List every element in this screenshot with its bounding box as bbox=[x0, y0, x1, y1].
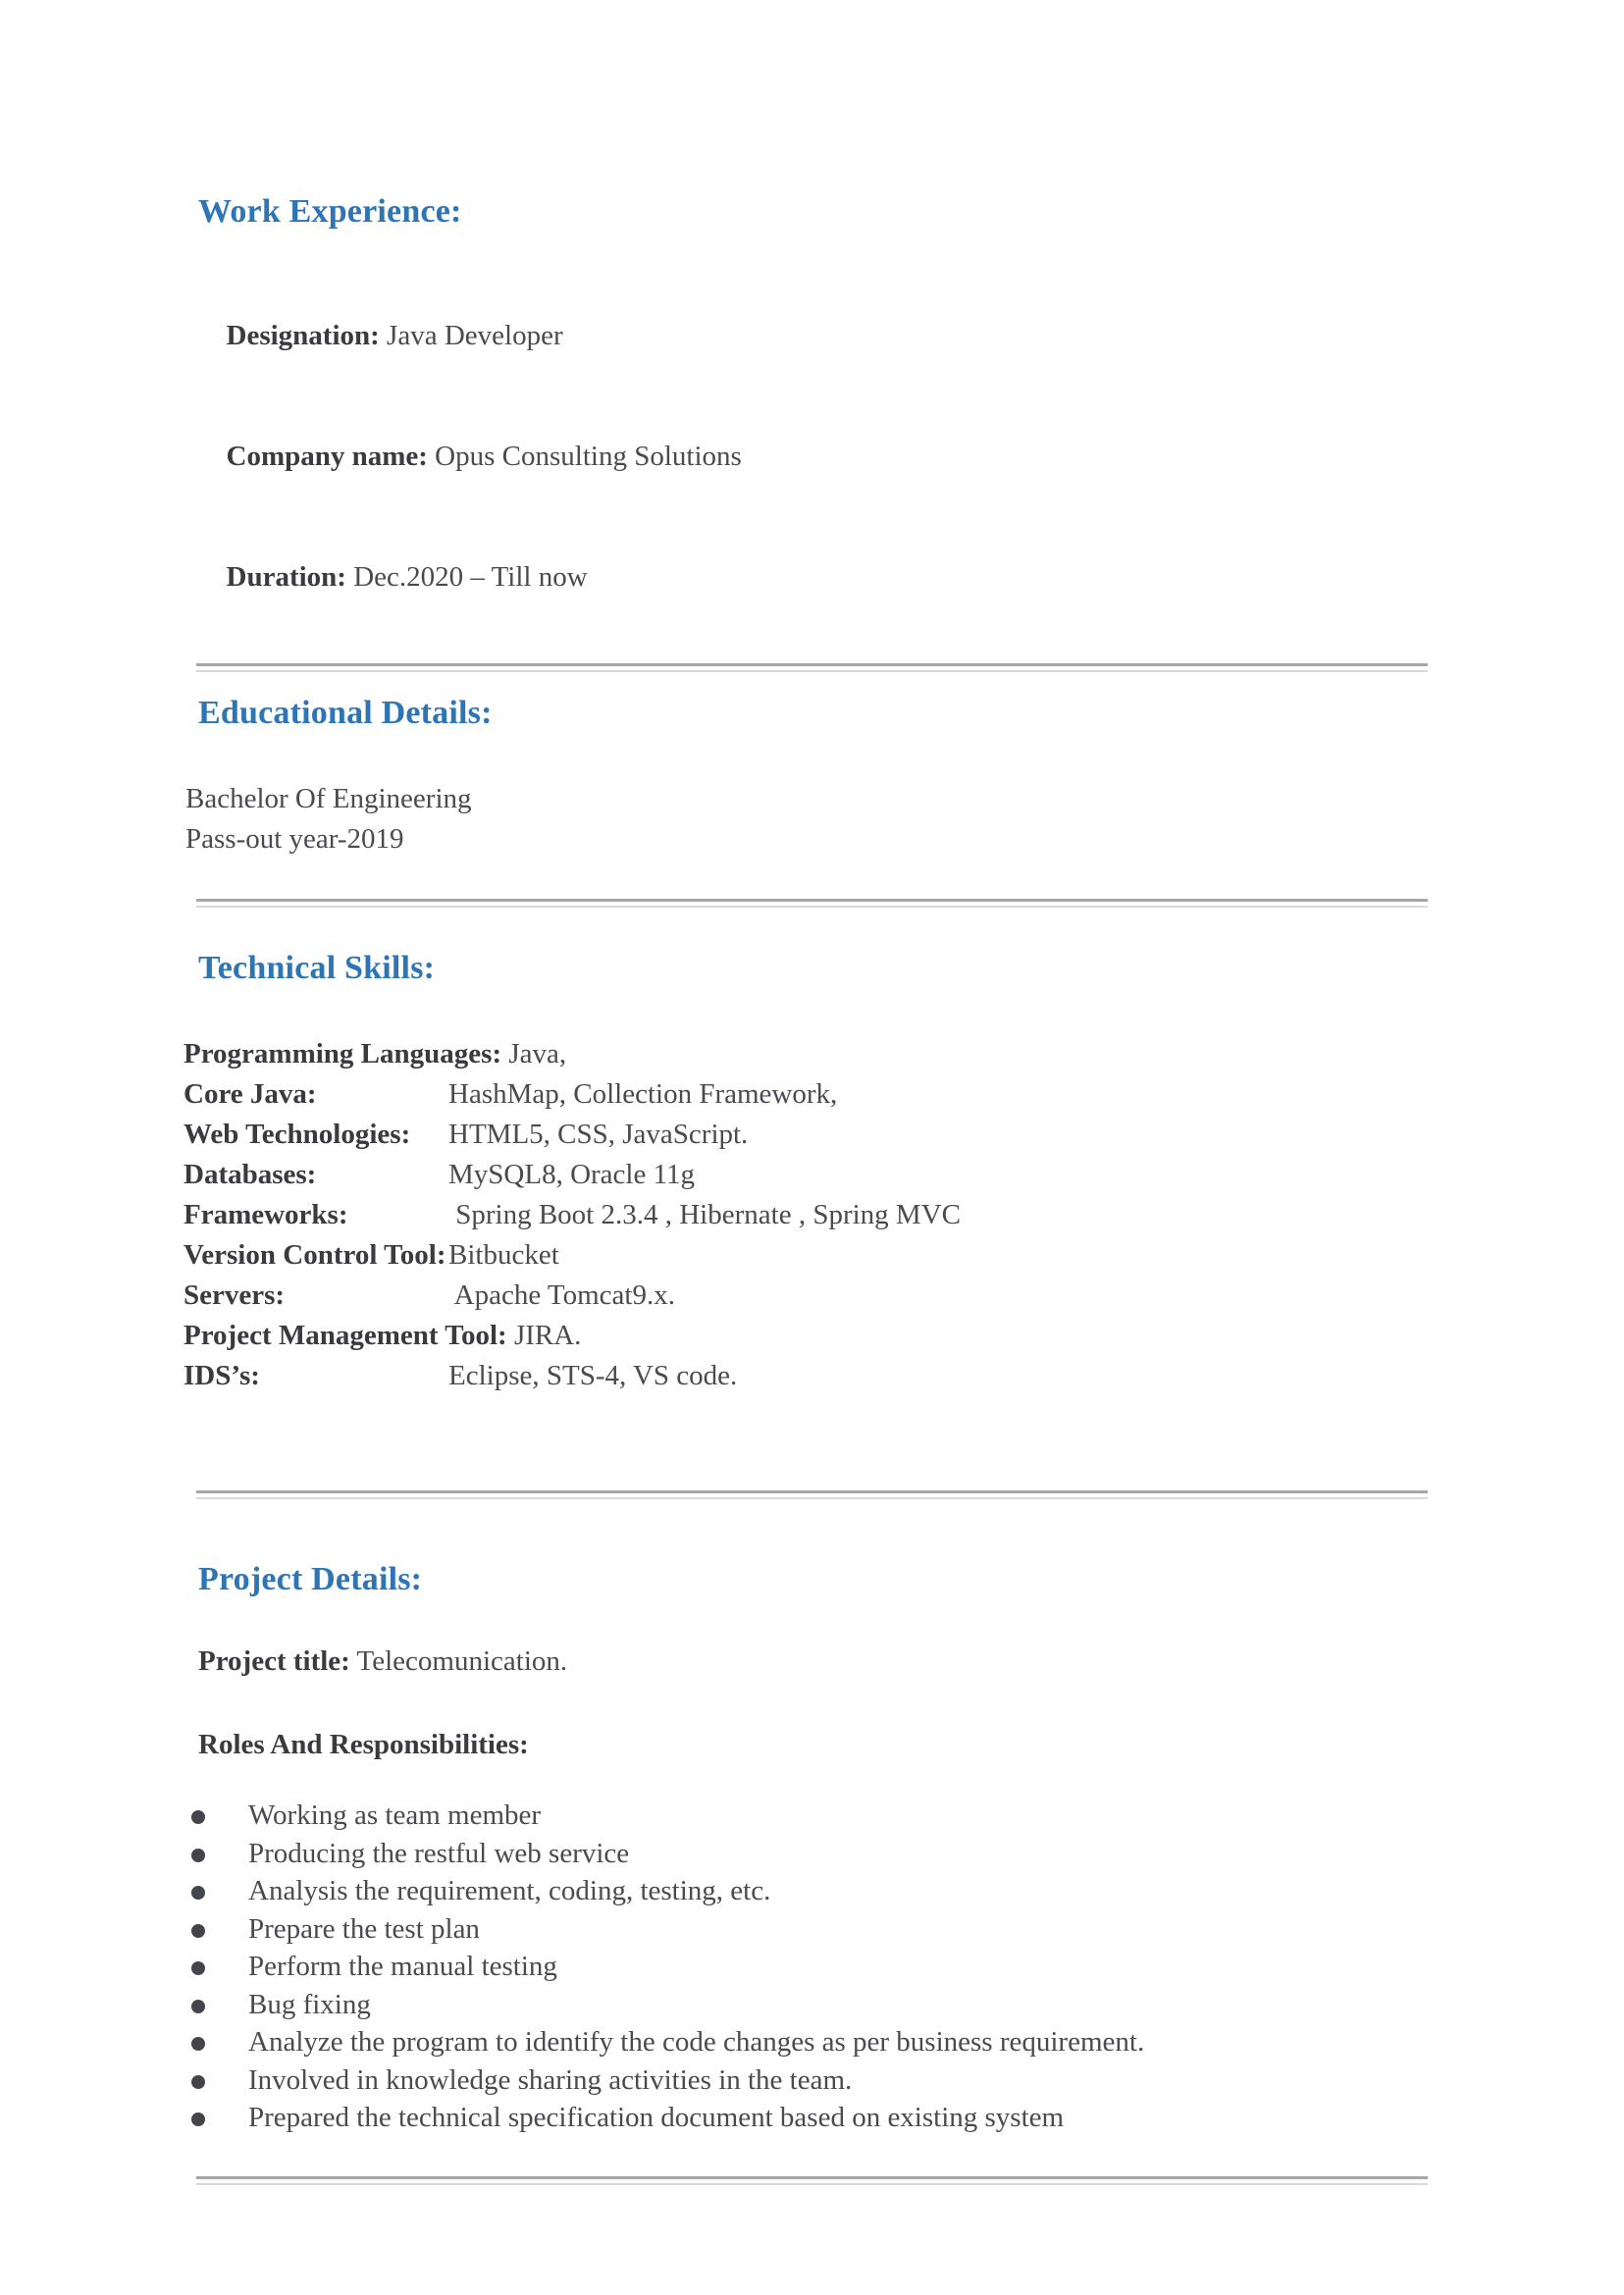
skill-row-frameworks bbox=[183, 1195, 1428, 1235]
list-item: Bug fixing bbox=[191, 1986, 1428, 2024]
educational-details-block bbox=[183, 779, 1428, 860]
skill-label-ides: IDS’s: bbox=[183, 1360, 260, 1392]
work-value-designation: Java Developer bbox=[379, 320, 563, 352]
spacer bbox=[183, 860, 1428, 899]
skill-value-version-control-tool: Bitbucket bbox=[448, 1239, 559, 1272]
skill-row-servers bbox=[183, 1276, 1428, 1316]
skill-label-servers: Servers: bbox=[183, 1279, 286, 1312]
skill-value-core-java: HashMap, Collection Framework, bbox=[448, 1078, 838, 1111]
roles-and-responsibilities-list bbox=[183, 1797, 1428, 2137]
divider-after-education bbox=[196, 899, 1428, 908]
skill-label-web-technologies: Web Technologies: bbox=[183, 1119, 411, 1151]
spacer bbox=[183, 2137, 1428, 2176]
work-experience-block bbox=[183, 276, 1428, 638]
skill-label-project-management-tool: Project Management Tool: bbox=[183, 1320, 507, 1352]
skill-label-programming-languages: Programming Languages: bbox=[183, 1038, 502, 1070]
roles-and-responsibilities-title: Roles And Responsibilities: bbox=[198, 1729, 529, 1761]
skill-row-version-control-tool bbox=[183, 1235, 1428, 1276]
list-item: Analyze the program to identify the code changes as per business requirement. bbox=[191, 2023, 1428, 2061]
work-label-company: Company name: bbox=[226, 441, 428, 473]
list-item: Working as team member bbox=[191, 1797, 1428, 1835]
education-degree: Bachelor Of Engineering bbox=[185, 783, 472, 815]
technical-skills-block bbox=[183, 1034, 1428, 1396]
skill-value-frameworks: Spring Boot 2.3.4 , Hibernate , Spring MVC bbox=[448, 1199, 961, 1231]
education-passout-year: Pass-out year-2019 bbox=[185, 823, 404, 856]
skill-row-ides bbox=[183, 1356, 1428, 1396]
work-value-company: Opus Consulting Solutions bbox=[427, 441, 742, 473]
skill-value-web-technologies: HTML5, CSS, JavaScript. bbox=[448, 1119, 749, 1151]
divider-after-project-details bbox=[196, 2176, 1428, 2185]
work-row-duration bbox=[183, 517, 1428, 638]
spacer bbox=[183, 638, 1428, 663]
section-heading-project-details: Project Details: bbox=[198, 1561, 423, 1598]
project-details-block bbox=[183, 1642, 1428, 2137]
project-title-label: Project title: bbox=[198, 1645, 350, 1678]
skill-label-core-java: Core Java: bbox=[183, 1078, 317, 1111]
work-row-company bbox=[183, 396, 1428, 517]
skill-row-core-java bbox=[183, 1074, 1428, 1115]
skill-value-databases: MySQL8, Oracle 11g bbox=[448, 1159, 696, 1191]
skill-label-version-control-tool: Version Control Tool: bbox=[183, 1239, 446, 1272]
skill-value-ides: Eclipse, STS-4, VS code. bbox=[448, 1360, 738, 1392]
work-label-duration: Duration: bbox=[226, 561, 346, 594]
list-item: Producing the restful web service bbox=[191, 1835, 1428, 1873]
skill-value-servers: Apache Tomcat9.x. bbox=[448, 1279, 675, 1312]
project-title-value: Telecomunication. bbox=[349, 1645, 568, 1678]
skill-value-programming-languages: Java, bbox=[501, 1038, 567, 1070]
divider-after-work-experience bbox=[196, 663, 1428, 672]
skill-label-frameworks: Frameworks: bbox=[183, 1199, 348, 1231]
section-heading-work-experience: Work Experience: bbox=[198, 193, 462, 230]
work-label-designation: Designation: bbox=[226, 320, 380, 352]
section-heading-educational-details: Educational Details: bbox=[198, 695, 493, 732]
skill-row-web-technologies bbox=[183, 1115, 1428, 1155]
list-item: Perform the manual testing bbox=[191, 1948, 1428, 1986]
work-value-duration: Dec.2020 – Till now bbox=[345, 561, 588, 594]
list-item: Prepare the test plan bbox=[191, 1910, 1428, 1949]
spacer bbox=[183, 1396, 1428, 1490]
skill-label-databases: Databases: bbox=[183, 1159, 317, 1191]
skill-row-databases bbox=[183, 1155, 1428, 1195]
skill-row-programming-languages bbox=[183, 1034, 1428, 1074]
list-item: Involved in knowledge sharing activities in the team. bbox=[191, 2061, 1428, 2100]
skill-row-project-management-tool bbox=[183, 1316, 1428, 1356]
project-title-row bbox=[183, 1642, 1428, 1682]
skill-value-project-management-tool: JIRA. bbox=[506, 1320, 582, 1352]
section-heading-technical-skills: Technical Skills: bbox=[198, 950, 436, 987]
divider-after-technical-skills bbox=[196, 1490, 1428, 1499]
list-item: Analysis the requirement, coding, testing, etc. bbox=[191, 1872, 1428, 1910]
work-row-designation bbox=[183, 276, 1428, 396]
list-item: Prepared the technical specification document based on existing system bbox=[191, 2099, 1428, 2137]
